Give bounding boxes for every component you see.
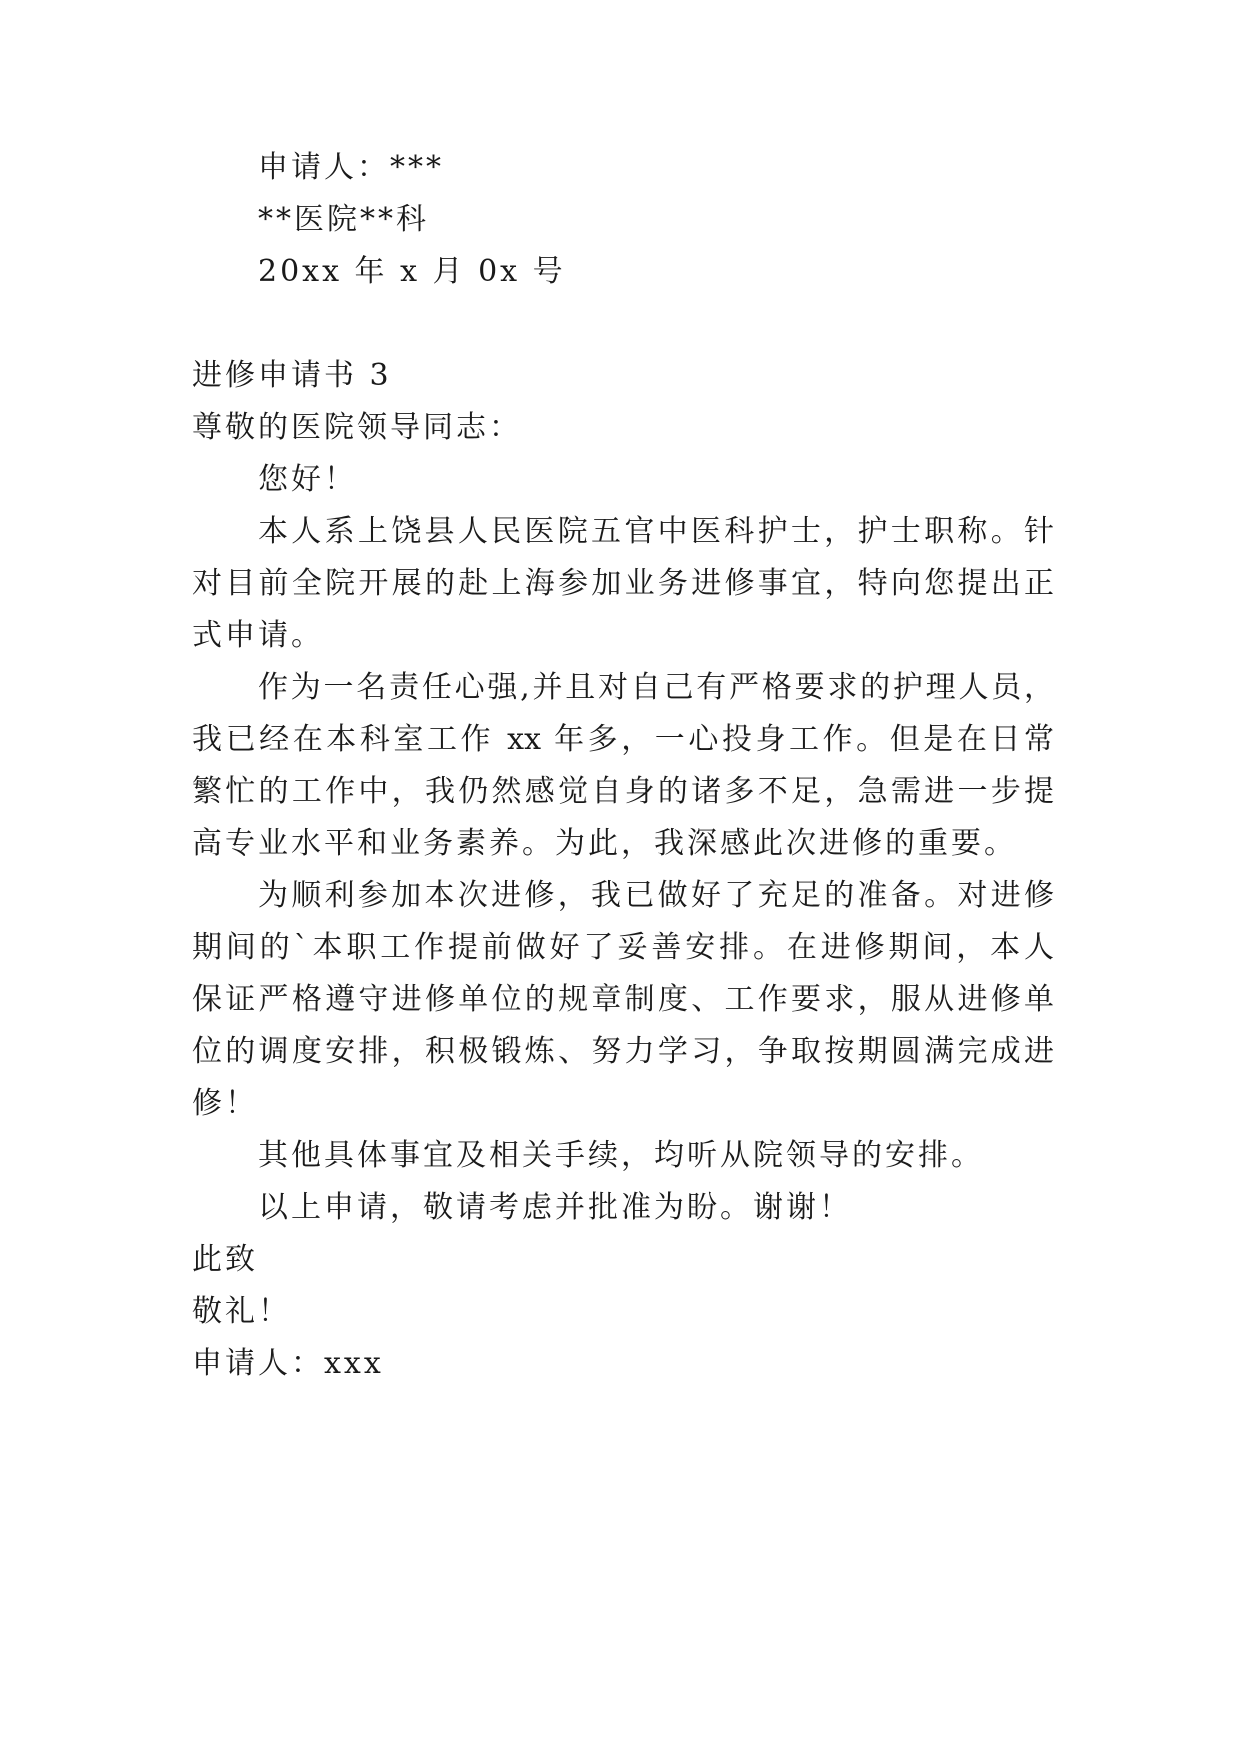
body-line: 修！ — [192, 1086, 258, 1121]
body-line: 本人系上饶县人民医院五官中医科护士，护士职称。针 — [258, 514, 1054, 549]
body-line: 式申请。 — [192, 618, 324, 653]
signature: 申请人：xxx — [192, 1346, 384, 1381]
header-department: **医院**科 — [258, 202, 429, 237]
closing-line-1: 此致 — [192, 1242, 258, 1277]
body-line: 高专业水平和业务素养。为此，我深感此次进修的重要。 — [192, 826, 1017, 861]
body-line: 其他具体事宜及相关手续，均听从院领导的安排。 — [258, 1138, 984, 1173]
body-line: 以上申请，敬请考虑并批准为盼。谢谢！ — [258, 1190, 852, 1225]
body-line: 对目前全院开展的赴上海参加业务进修事宜，特向您提出正 — [192, 566, 1054, 601]
header-applicant: 申请人：*** — [258, 150, 444, 185]
salutation: 尊敬的医院领导同志： — [192, 410, 522, 445]
body-line: 繁忙的工作中，我仍然感觉自身的诸多不足，急需进一步提 — [192, 774, 1054, 809]
greeting: 您好！ — [258, 462, 357, 497]
body-line: 期间的`本职工作提前做好了妥善安排。在进修期间，本人 — [192, 930, 1054, 965]
body-line: 我已经在本科室工作 xx 年多，一心投身工作。但是在日常 — [192, 722, 1054, 757]
closing-line-2: 敬礼！ — [192, 1294, 291, 1329]
document-title: 进修申请书 3 — [192, 358, 392, 393]
body-line: 为顺利参加本次进修，我已做好了充足的准备。对进修 — [258, 878, 1054, 913]
body-line: 位的调度安排，积极锻炼、努力学习，争取按期圆满完成进 — [192, 1034, 1054, 1069]
body-line: 保证严格遵守进修单位的规章制度、工作要求，服从进修单 — [192, 982, 1054, 1017]
body-line: 作为一名责任心强,并且对自己有严格要求的护理人员， — [258, 670, 1054, 705]
header-date: 20xx 年 x 月 0x 号 — [258, 254, 566, 289]
